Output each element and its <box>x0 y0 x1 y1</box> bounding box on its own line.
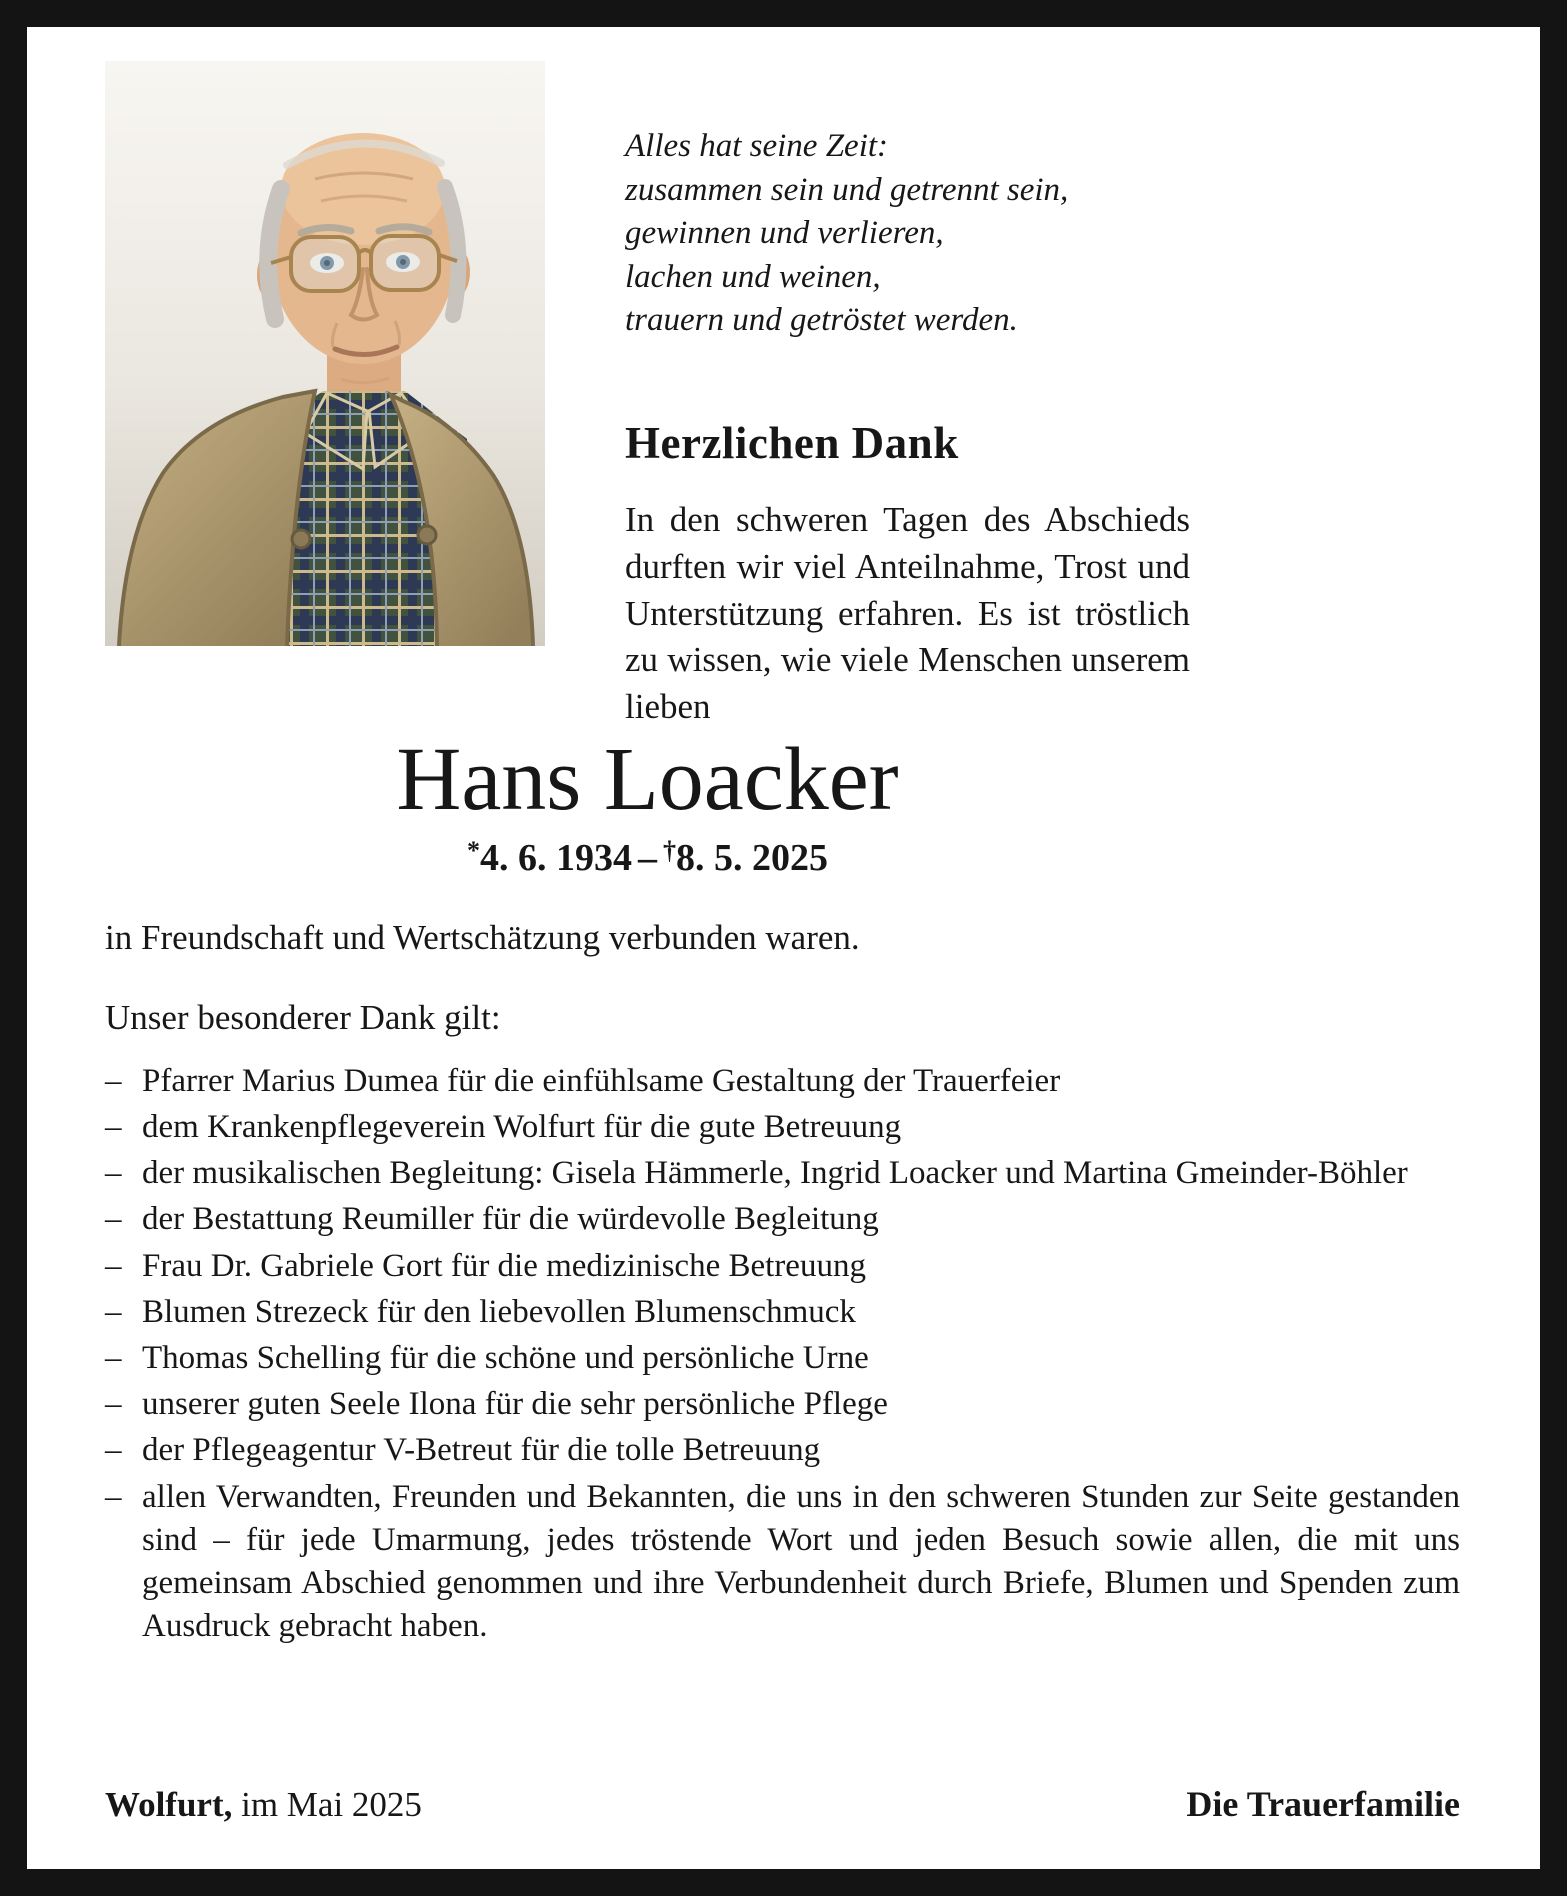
footer <box>105 1783 1460 1825</box>
death-symbol: † <box>663 835 676 865</box>
photo-row <box>105 61 1190 731</box>
list-item-text: Pfarrer Marius Dumea für die einfühlsame Gestaltung der Trauerfeier <box>142 1062 1061 1099</box>
list-item-text: der Bestattung Reumiller für die würdevolle Begleitung <box>142 1201 879 1238</box>
place-and-date <box>105 1785 422 1825</box>
thanks-heading: Herzlichen Dank <box>625 417 959 468</box>
list-item <box>105 1429 1460 1472</box>
poem <box>625 125 1190 343</box>
poem-line: zusammen sein und getrennt sein, <box>625 171 1069 208</box>
list-item <box>105 1245 1460 1288</box>
dash-marker: – <box>105 1155 122 1192</box>
connection-line: in Freundschaft und Wertschätzung verbunden waren. <box>105 917 860 957</box>
list-item-text: dem Krankenpflegeverein Wolfurt für die gute Betreuung <box>142 1108 902 1145</box>
list-item-text: Thomas Schelling für die schöne und persönliche Urne <box>142 1340 869 1376</box>
list-item <box>105 1383 1460 1426</box>
death-date: 8. 5. 2025 <box>676 836 828 879</box>
dash-marker: – <box>105 1062 122 1099</box>
birth-symbol: * <box>467 835 480 865</box>
list-item <box>105 1152 1460 1195</box>
birth-date: 4. 6. 1934 <box>480 836 632 879</box>
date: im Mai 2025 <box>232 1785 422 1824</box>
dash-marker: – <box>105 1478 122 1515</box>
right-column <box>625 61 1190 731</box>
deceased-name: Hans Loacker <box>396 730 899 830</box>
list-item-text: allen Verwandten, Freunden und Bekannten, die uns in den schweren Stunden zur Seite gestanden sind – für jede Umarmung, jedes tröstende Wort und jeden Besuch sowie allen, die mit uns gemeinsam Abschied genommen und ihre Verbundenheit durch Briefe, Blumen und Spenden zum Ausdruck gebracht haben. <box>142 1478 1460 1645</box>
list-item-text: unserer guten Seele Ilona für die sehr persönliche Pflege <box>142 1386 888 1423</box>
list-item <box>105 1291 1460 1334</box>
poem-line: gewinnen und verlieren, <box>625 215 944 252</box>
dates-separator: – <box>638 836 657 879</box>
dash-marker: – <box>105 1293 122 1330</box>
place: Wolfurt, <box>105 1785 233 1824</box>
intro-paragraph: In den schweren Tagen des Abschieds durften wir viel Anteilnahme, Trost und Unterstützung erfahren. Es ist tröstlich zu wissen, wie viele Menschen unserem lieben <box>625 499 1190 727</box>
list-item <box>105 1060 1460 1103</box>
list-item <box>105 1337 1460 1380</box>
signature: Die Trauerfamilie <box>1186 1784 1460 1824</box>
portrait-photo <box>105 61 545 646</box>
dash-marker: – <box>105 1432 122 1469</box>
thanks-list <box>105 1060 1460 1649</box>
thanks-intro: Unser besonderer Dank gilt: <box>105 997 501 1037</box>
poem-line: lachen und weinen, <box>625 258 881 295</box>
list-item-text: der musikalischen Begleitung: Gisela Hämmerle, Ingrid Loacker und Martina Gmeinder-Böhler <box>142 1155 1408 1192</box>
dash-marker: – <box>105 1386 122 1423</box>
top-block <box>105 61 1190 880</box>
dash-marker: – <box>105 1108 122 1145</box>
life-dates <box>105 836 1190 880</box>
list-item <box>105 1106 1460 1149</box>
obituary-content <box>27 27 1540 1649</box>
list-item <box>105 1476 1460 1649</box>
dash-marker: – <box>105 1201 122 1238</box>
list-item <box>105 1198 1460 1241</box>
dash-marker: – <box>105 1247 122 1284</box>
list-item-text: der Pflegeagentur V-Betreut für die tolle Betreuung <box>142 1432 821 1469</box>
list-item-text: Frau Dr. Gabriele Gort für die medizinische Betreuung <box>142 1247 866 1284</box>
poem-line: trauern und getröstet werden. <box>625 302 1018 339</box>
dash-marker: – <box>105 1340 122 1376</box>
poem-line: Alles hat seine Zeit: <box>625 128 889 164</box>
list-item-text: Blumen Strezeck für den liebevollen Blumenschmuck <box>142 1293 856 1330</box>
